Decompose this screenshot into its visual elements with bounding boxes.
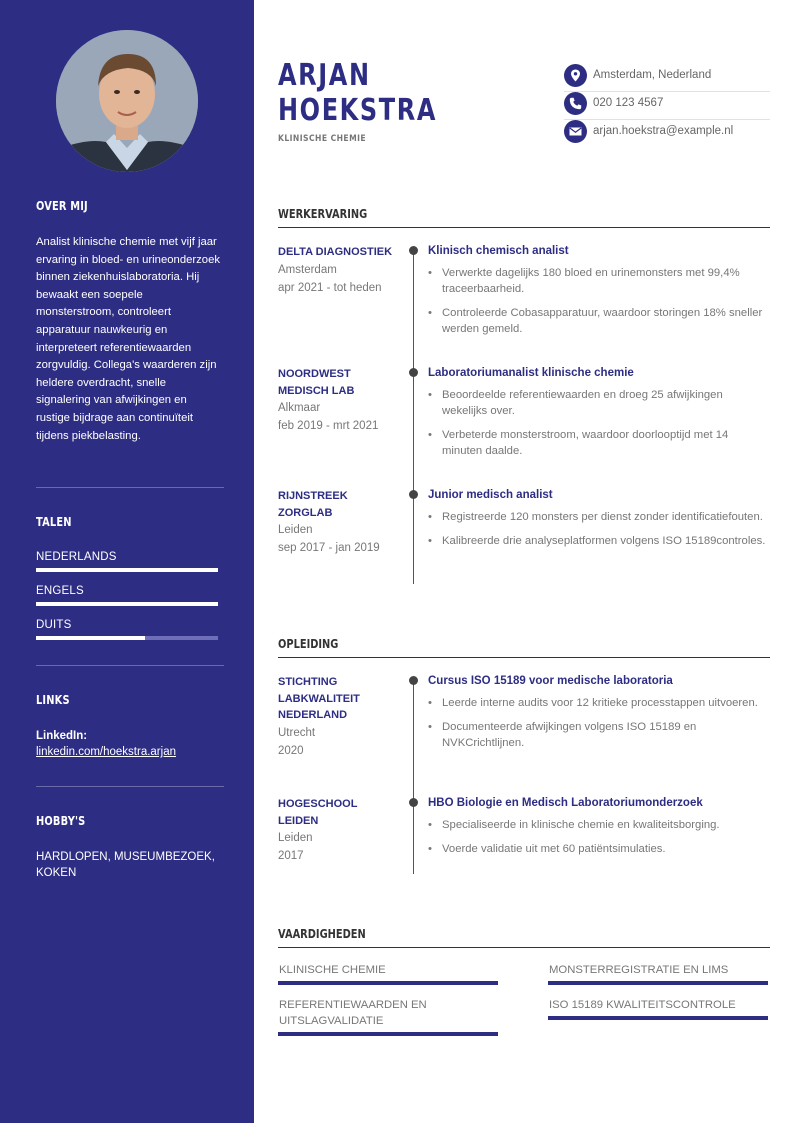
- education-heading: OPLEIDING: [278, 637, 339, 651]
- employer: DELTA DIAGNOSTIEK: [278, 246, 393, 258]
- employer: [278, 488, 398, 521]
- education-timeline: [413, 680, 414, 874]
- bullet-item: • Verbeterde monsterstroom, waardoor doorlooptijd met 14 minuten daalde.: [428, 427, 768, 459]
- language-item: [36, 619, 218, 640]
- name-first: ARJAN: [278, 58, 371, 93]
- degree: HBO Biologie en Medisch Laboratoriumonderzoek: [428, 797, 703, 809]
- experience-timeline: [413, 250, 414, 584]
- contact-phone: [564, 92, 770, 120]
- bullet-item: • Voerde validatie uit met 60 patiëntsimulaties.: [428, 841, 768, 857]
- study-location: Utrecht: [278, 726, 316, 739]
- institution-line: NEDERLAND: [278, 709, 348, 721]
- employer-line: ZORGLAB: [278, 506, 333, 519]
- language-level-bar: [36, 568, 218, 572]
- language-name: ENGELS: [36, 585, 84, 597]
- hobbies-heading: HOBBY'S: [36, 814, 86, 828]
- contact-location-text: Amsterdam, Nederland: [593, 69, 712, 81]
- bullet-item: • Documenteerde afwijkingen volgens ISO 15189 en NVKCrichtlijnen.: [428, 719, 768, 751]
- linkedin-link[interactable]: linkedin.com/hoekstra.arjan: [36, 746, 176, 758]
- language-item: [36, 551, 218, 572]
- skills-heading: VAARDIGHEDEN: [278, 927, 366, 941]
- study-location: Leiden: [278, 832, 313, 844]
- timeline-dot: [409, 490, 418, 499]
- profile-photo: [56, 30, 198, 172]
- language-name: DUITS: [36, 619, 72, 631]
- employer: [278, 366, 398, 399]
- skill-name: KLINISCHE CHEMIE: [279, 964, 386, 976]
- sidebar-divider: [36, 665, 224, 666]
- language-level-fill: [36, 602, 218, 606]
- name-last: HOEKSTRA: [278, 93, 437, 128]
- timeline-dot: [409, 798, 418, 807]
- work-dates: apr 2021 - tot heden: [278, 281, 382, 294]
- job-role: Klinisch chemisch analist: [428, 245, 569, 257]
- bullet-item: • Registreerde 120 monsters per dienst zonder identificatiefouten.: [428, 509, 768, 525]
- skill-bar: [548, 1016, 768, 1020]
- study-date: 2017: [278, 850, 304, 862]
- skill-bar: [548, 981, 768, 985]
- work-location: Amsterdam: [278, 263, 337, 276]
- bullet-list: [428, 387, 768, 467]
- skill-bar: [278, 981, 498, 985]
- envelope-icon: [564, 120, 587, 143]
- employer-line: MEDISCH LAB: [278, 384, 355, 397]
- about-text: Analist klinische chemie met vijf jaar ervaring in bloed- en urineonderzoek binnen ziekenhuislaboratoria. Hij bewaakt een soepele monsterstroom, controleert apparatuur nauwkeurig en interpreteert referentiewaarden zorgvuldig. Collega's waarderen zijn heldere overdracht, snelle signalering van afwijkingen en rustige bijdrage aan continuïteit tijdens piekbelasting.: [36, 236, 221, 442]
- language-level-fill: [36, 568, 218, 572]
- work-location: Leiden: [278, 524, 313, 536]
- bullet-list: [428, 817, 768, 865]
- timeline-dot: [409, 246, 418, 255]
- timeline-dot: [409, 676, 418, 685]
- contact-email-text: arjan.hoekstra@example.nl: [593, 125, 734, 137]
- employer-line: NOORDWEST: [278, 368, 351, 380]
- institution-line: LEIDEN: [278, 814, 319, 827]
- job-title: KLINISCHE CHEMIE: [278, 134, 367, 144]
- language-name: NEDERLANDS: [36, 551, 117, 563]
- work-dates: feb 2019 - mrt 2021: [278, 420, 379, 432]
- sidebar-divider: [36, 786, 224, 787]
- bullet-item: • Kalibreerde drie analyseplatformen volgens ISO 15189controles.: [428, 533, 768, 549]
- section-divider: [278, 227, 770, 228]
- experience-heading: WERKERVARING: [278, 207, 368, 221]
- hobbies-text: HARDLOPEN, MUSEUMBEZOEK, KOKEN: [36, 851, 215, 879]
- bullet-item: • Controleerde Cobasapparatuur, waardoor storingen 18% sneller werden gemeld.: [428, 305, 768, 337]
- language-level-bar: [36, 636, 218, 640]
- skill-item: [548, 962, 768, 985]
- work-location: Alkmaar: [278, 402, 321, 414]
- skill-name: ISO 15189 KWALITEITSCONTROLE: [549, 999, 736, 1011]
- sidebar-divider: [36, 487, 224, 488]
- work-dates: sep 2017 - jan 2019: [278, 542, 380, 554]
- employer-line: RIJNSTREEK: [278, 490, 348, 502]
- bullet-list: [428, 695, 768, 759]
- bullet-list: [428, 265, 768, 345]
- institution-line: HOGESCHOOL: [278, 798, 358, 810]
- contact-email: [564, 120, 770, 148]
- language-level-bar: [36, 602, 218, 606]
- candidate-name: [278, 58, 437, 128]
- language-level-fill: [36, 636, 145, 640]
- job-role: Junior medisch analist: [428, 489, 553, 501]
- bullet-list: [428, 509, 768, 557]
- job-role: Laboratoriumanalist klinische chemie: [428, 367, 634, 379]
- degree: Cursus ISO 15189 voor medische laboratoria: [428, 675, 673, 687]
- skill-name: MONSTERREGISTRATIE EN LIMS: [549, 964, 729, 976]
- skill-item: [278, 962, 498, 985]
- institution-line: LABKWALITEIT: [278, 692, 360, 705]
- section-divider: [278, 657, 770, 658]
- bullet-item: • Specialiseerde in klinische chemie en kwaliteitsborging.: [428, 817, 768, 833]
- location-pin-icon: [564, 64, 587, 87]
- section-divider: [278, 947, 770, 948]
- institution-line: STICHTING: [278, 676, 338, 688]
- contact-location: [564, 64, 770, 92]
- phone-icon: [564, 92, 587, 115]
- linkedin-label: LinkedIn:: [36, 730, 88, 742]
- timeline-dot: [409, 368, 418, 377]
- links-heading: LINKS: [36, 693, 70, 707]
- institution: [278, 674, 398, 724]
- about-heading: OVER MIJ: [36, 199, 88, 213]
- study-date: 2020: [278, 744, 304, 757]
- bullet-item: • Leerde interne audits voor 12 kritieke processtappen uitvoeren.: [428, 695, 768, 711]
- contact-phone-text: 020 123 4567: [593, 97, 664, 109]
- institution: [278, 796, 398, 829]
- skill-name: REFERENTIEWAARDEN EN UITSLAGVALIDATIE: [279, 999, 427, 1027]
- skill-item: [278, 997, 498, 1036]
- skill-item: [548, 997, 768, 1020]
- sidebar: [0, 0, 254, 1123]
- skill-bar: [278, 1032, 498, 1036]
- bullet-item: • Verwerkte dagelijks 180 bloed en urinemonsters met 99,4% traceerbaarheid.: [428, 265, 768, 297]
- language-item: [36, 585, 218, 606]
- languages-heading: TALEN: [36, 515, 72, 529]
- bullet-item: • Beoordeelde referentiewaarden en droeg 25 afwijkingen wekelijks over.: [428, 387, 768, 419]
